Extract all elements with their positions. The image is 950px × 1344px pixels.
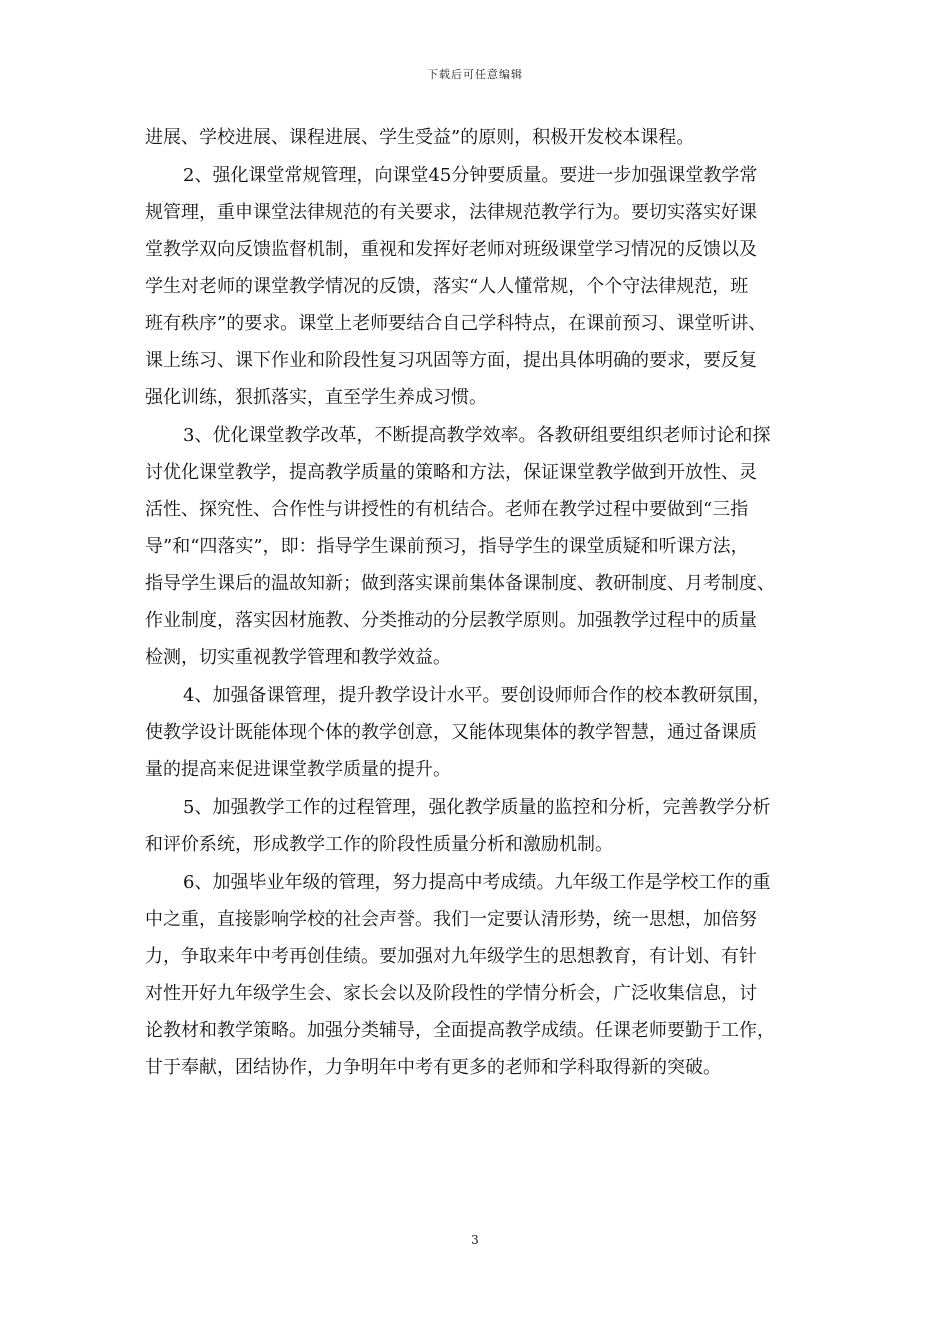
text-line: 班有秩序”的要求。课堂上老师要结合自己学科特点，在课前预习、课堂听讲、 — [145, 313, 767, 334]
text-line: 论教材和教学策略。加强分类辅导，全面提高教学成绩。任课老师要勤于工作， — [145, 1020, 775, 1041]
text-line: 力，争取来年中考再创佳绩。要加强对九年级学生的思想教育，有计划、有针 — [145, 946, 757, 967]
text-line: 量的提高来促进课堂教学质量的提升。 — [145, 759, 451, 780]
text-line: 和评价系统，形成教学工作的阶段性质量分析和激励机制。 — [145, 834, 613, 855]
text-line: 4、加强备课管理，提升教学设计水平。要创设师师合作的校本教研氛围， — [183, 685, 771, 706]
text-line: 规管理，重申课堂法律规范的有关要求，法律规范教学行为。要切实落实好课 — [145, 202, 757, 223]
text-line: 学生对老师的课堂教学情况的反馈，落实“人人懂常规，个个守法律规范，班 — [145, 276, 749, 297]
text-line: 6、加强毕业年级的管理，努力提高中考成绩。九年级工作是学校工作的重 — [183, 872, 771, 893]
text-line: 作业制度，落实因材施教、分类推动的分层教学原则。加强教学过程中的质量 — [145, 610, 757, 631]
page-number: 3 — [471, 1233, 479, 1247]
text-line: 使教学设计既能体现个体的教学创意，又能体现集体的教学智慧，通过备课质 — [145, 722, 757, 743]
text-line: 活性、探究性、合作性与讲授性的有机结合。老师在教学过程中要做到“三指 — [145, 499, 749, 520]
text-line: 2、强化课堂常规管理，向课堂45分钟要质量。要进一步加强课堂教学常 — [183, 165, 758, 186]
text-line: 进展、学校进展、课程进展、学生受益”的原则，积极开发校本课程。 — [145, 127, 695, 148]
text-line: 甘于奉献，团结协作，力争明年中考有更多的老师和学科取得新的突破。 — [145, 1057, 721, 1078]
text-line: 讨优化课堂教学，提高教学质量的策略和方法，保证课堂教学做到开放性、灵 — [145, 462, 757, 483]
text-line: 导”和“四落实”，即：指导学生课前预习，指导学生的课堂质疑和听课方法， — [145, 536, 749, 557]
page-header: 下载后可任意编辑 — [427, 68, 523, 81]
text-line: 对性开好九年级学生会、家长会以及阶段性的学情分析会，广泛收集信息，讨 — [145, 983, 757, 1004]
text-line: 中之重，直接影响学校的社会声誉。我们一定要认清形势，统一思想，加倍努 — [145, 909, 757, 930]
text-line: 5、加强教学工作的过程管理，强化教学质量的监控和分析，完善教学分析 — [183, 797, 771, 818]
text-line: 堂教学双向反馈监督机制，重视和发挥好老师对班级课堂学习情况的反馈以及 — [145, 239, 757, 260]
text-line: 强化训练，狠抓落实，直至学生养成习惯。 — [145, 387, 487, 408]
text-line: 检测，切实重视教学管理和教学效益。 — [145, 647, 451, 668]
text-line: 指导学生课后的温故知新；做到落实课前集体备课制度、教研制度、月考制度、 — [145, 573, 775, 594]
text-line: 课上练习、课下作业和阶段性复习巩固等方面，提出具体明确的要求，要反复 — [145, 350, 757, 371]
text-line: 3、优化课堂教学改革，不断提高教学效率。各教研组要组织老师讨论和探 — [183, 425, 771, 446]
